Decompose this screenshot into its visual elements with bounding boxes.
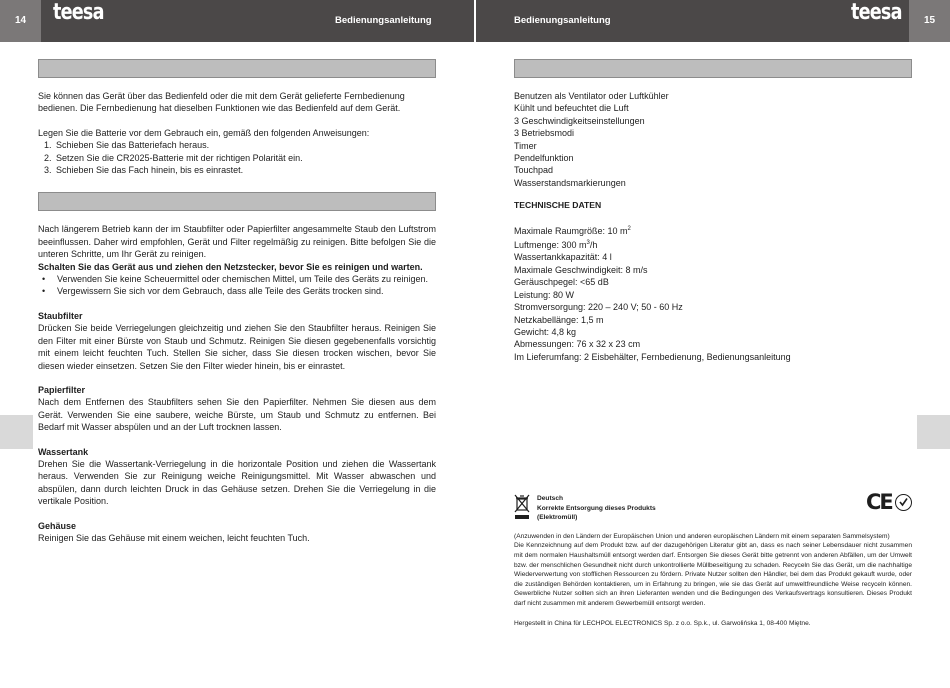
list-item: Timer: [514, 140, 537, 151]
text-papierfilter: Nach dem Entfernen des Staubfilters sehen Sie den Papierfilter. Nehmen Sie diesen aus dem Gerät. Verwenden Sie eine saubere, weiche Bürste, um Staub und Schmutz zu entfernen. Bei Bedarf mit Wasser abspülen und an der Luft trocknen lassen.: [38, 397, 436, 433]
header-title-right: Bedienungsanleitung: [514, 15, 611, 26]
list-item: Netzkabellänge: 1,5 m: [514, 314, 604, 325]
list-item: Kühlt und befeuchtet die Luft: [514, 103, 629, 114]
list-item: 3 Betriebsmodi: [514, 128, 575, 139]
teesa-logo-right: teesa: [851, 0, 902, 25]
right-column: [514, 59, 912, 363]
cleaning-warning: Schalten Sie das Gerät aus und ziehen den Netzstecker, bevor Sie es reinigen und warten.: [38, 261, 423, 272]
spec-room-size: Maximale Raumgröße: 10 $m^2$: [514, 225, 631, 236]
side-tab-right: [917, 415, 950, 449]
ce-mark-icon: CE: [866, 490, 892, 515]
list-item: Pendelfunktion: [514, 153, 574, 164]
text-gehaeuse: Reinigen Sie das Gehäuse mit einem weichen, leicht feuchten Tuch.: [38, 532, 310, 543]
page-number-left: 14: [0, 0, 41, 42]
cleaning-intro: Nach längerem Betrieb kann der im Staubfilter oder Papierfilter angesammelte Staub den Luftstrom beeinflussen. Daher wird empfohlen, Gerät und Filter regelmäßig zu reinigen. Bitte befolgen Sie die unteren Schritte, um Ihr Gerät zu reinigen.: [38, 224, 436, 260]
header-left: [0, 0, 475, 42]
rohs-mark-icon: [895, 494, 912, 511]
list-item: 1. Schieben Sie das Batteriefach heraus.: [54, 139, 436, 151]
heading-papierfilter: Papierfilter: [38, 384, 86, 395]
list-item: Im Lieferumfang: 2 Eisbehälter, Fernbedienung, Bedienungsanleitung: [514, 351, 791, 362]
weee-scope: (Anzuwenden in den Ländern der Europäischen Union und anderen europäischen Ländern mit einem separaten Sammelsystem): [514, 532, 890, 540]
spec-airflow: Luftmenge: 300 $m^3/h$: [514, 240, 598, 251]
remote-paragraph-2: Legen Sie die Batterie vor dem Gebrauch ein, gemäß den folgenden Anweisungen:: [38, 127, 370, 138]
list-item: • Verwenden Sie keine Scheuermittel oder chemischen Mittel, um Teile des Geräts zu reinigen.: [42, 273, 436, 285]
feature-list: [514, 90, 912, 189]
weee-body: Die Kennzeichnung auf dem Produkt bzw. auf der dazugehörigen Literatur gibt an, dass es nach seiner Lebensdauer nicht zusammen mit dem normalen Haushaltsmüll entsorgt werden darf. Entsorgen Sie dieses Gerät bitte getrennt von anderen Abfällen, um der Umwelt bzw. der menschlichen Gesundheit nicht durch unkontrollierte Müllbeseitigung zu schaden. Recyceln Sie das Gerät, um die nachhaltige Wiederverwertung von stofflichen Ressourcen zu fördern. Private Nutzer sollten den Händler, bei dem das Produkt gekauft wurde, oder die zuständigen Behörden kontaktieren, um in Erfahrung zu bringen, wie sie das Gerät auf umweltfreundliche Weise recyceln können. Gewerbliche Nutzer sollten sich an ihren Lieferanten wenden und die Bedingungen des Verkaufsvertrags konsultieren. Dieses Produkt darf nicht zusammen mit anderem Gewerbemüll entsorgt werden.: [514, 542, 912, 607]
page-number-right: 15: [909, 0, 950, 42]
crossed-bin-icon: [514, 494, 530, 520]
teesa-logo-left: teesa: [53, 0, 104, 25]
list-item: Touchpad: [514, 165, 554, 176]
list-item: 2. Setzen Sie die CR2025-Batterie mit der richtigen Polarität ein.: [54, 152, 436, 164]
list-item: Stromversorgung: 220 – 240 V; 50 - 60 Hz: [514, 302, 683, 313]
cleaning-bullets: [38, 273, 436, 298]
section-bar-remote: [38, 59, 436, 78]
text-staubfilter: Drücken Sie beide Verriegelungen gleichzeitig und ziehen Sie den Staubfilter heraus. Reinigen Sie den Filter mit einer Bürste von Staub und Schmutz. Reinigen Sie diesen gegebenenfalls vorsichtig mit einem leicht feuchten Tuch. Stellen Sie sicher, dass Sie diesen trocken wischen, bevor Sie diesen wieder einsetzen. Setzen Sie den Filter wieder hinein, bis er einrastet.: [38, 323, 436, 371]
header-right: [475, 0, 950, 42]
battery-steps: [38, 139, 436, 176]
section-bar-features: [514, 59, 912, 78]
list-item: • Vergewissern Sie sich vor dem Gebrauch, dass alle Teile des Geräts trocken sind.: [42, 285, 436, 297]
weee-title: Korrekte Entsorgung dieses Produkts: [537, 504, 656, 512]
header-divider: [474, 0, 476, 42]
section-bar-cleaning: [38, 192, 436, 211]
list-item: Geräuschpegel: <65 dB: [514, 277, 609, 288]
manufacturer-line: Hergestellt in China für LECHPOL ELECTRONICS Sp. z o.o. Sp.k., ul. Garwolińska 1, 08-400 Miętne.: [514, 619, 811, 627]
list-item: 3 Geschwindigkeitseinstellungen: [514, 115, 645, 126]
weee-title-sub: (Elektromüll): [537, 514, 578, 522]
list-item: Wasserstandsmarkierungen: [514, 177, 626, 188]
left-column: [38, 59, 436, 544]
tech-data-heading: TECHNISCHE DATEN: [514, 200, 602, 211]
heading-staubfilter: Staubfilter: [38, 310, 83, 321]
spec-list: [514, 223, 912, 363]
heading-wassertank: Wassertank: [38, 446, 89, 457]
list-item: Wassertankkapazität: 4 l: [514, 252, 612, 263]
heading-gehaeuse: Gehäuse: [38, 520, 77, 531]
list-item: Gewicht: 4,8 kg: [514, 326, 577, 337]
list-item: Abmessungen: 76 x 32 x 23 cm: [514, 339, 641, 350]
remote-paragraph-1: Sie können das Gerät über das Bedienfeld oder die mit dem Gerät gelieferte Fernbedienung bedienen. Die Fernbedienung hat dieselben Funktionen wie das Bedienfeld auf dem Gerät.: [38, 91, 405, 114]
side-tab-left: [0, 415, 33, 449]
list-item: 3. Schieben Sie das Fach hinein, bis es einrastet.: [54, 164, 436, 176]
list-item: Maximale Geschwindigkeit: 8 m/s: [514, 264, 648, 275]
list-item: Leistung: 80 W: [514, 289, 575, 300]
weee-title-language: Deutsch: [537, 495, 564, 502]
header-title-left: Bedienungsanleitung: [335, 15, 432, 26]
weee-header: [514, 490, 912, 523]
text-wassertank: Drehen Sie die Wassertank-Verriegelung in die horizontale Position und ziehen die Wassertank heraus. Verwenden Sie zur Reinigung weiche Reinigungsmittel. Mit Wasser abwaschen und abspülen, dann durch leichten Druck in das Gehäuse setzen. Drehen Sie die Verriegelung in die vertikale Position.: [38, 458, 436, 507]
weee-notice: [514, 490, 912, 628]
list-item: Benutzen als Ventilator oder Luftkühler: [514, 91, 669, 101]
compliance-marks: [866, 490, 912, 515]
